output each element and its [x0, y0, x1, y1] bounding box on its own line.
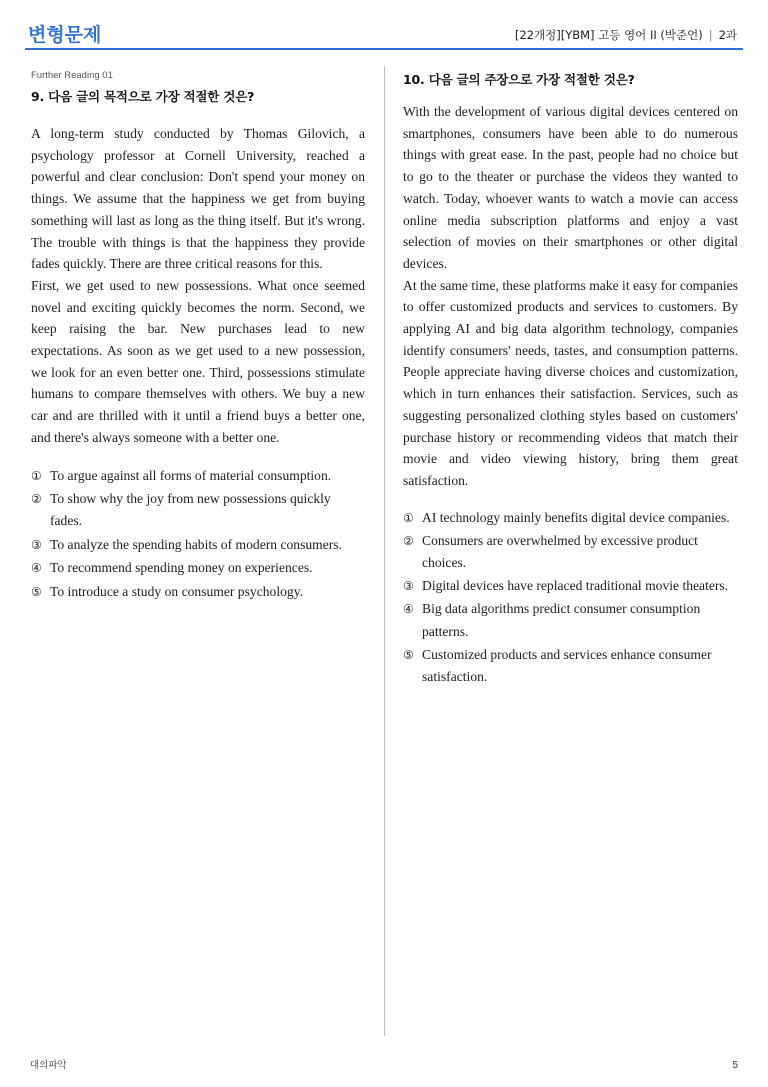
answer-option[interactable] [31, 581, 365, 603]
option-text: Digital devices have replaced traditional movie theaters. [422, 578, 729, 594]
page-header [25, 18, 743, 50]
passage-paragraph: At the same time, these platforms make it easy for companies to offer customized products and services to customers. By applying AI and big data algorithm technology, companies identify consumers' needs, tastes, and consumption patterns. People appreciate having diverse choices and customization, which in turn enhances their satisfaction. Services, such as suggesting personalized clothing styles based on customers' purchase history or recommending videos that match their movie and video viewing history, bring them great satisfaction. [403, 277, 738, 488]
option-number: ④ [403, 602, 414, 617]
left-column [31, 70, 365, 604]
passage-paragraph: First, we get used to new possessions. What once seemed novel and exciting quickly becomes the norm. Second, we keep raising the bar. New purchases lead to new expectations. As soon as we get used to a new possession, we look for an even better one. Third, possessions stimulate humans to compare themselves with others. We buy a new car and are thrilled with it until a friend buys a better one, and there's always someone with a better one. [31, 277, 365, 445]
header-separator: | [708, 28, 713, 42]
option-text: AI technology mainly benefits digital device companies. [422, 509, 730, 525]
option-text: To argue against all forms of material consumption. [50, 467, 332, 483]
course-info [515, 27, 737, 43]
option-number: ⑤ [31, 584, 42, 599]
option-number: ③ [31, 537, 42, 552]
option-number: ② [31, 492, 42, 507]
option-text: Consumers are overwhelmed by excessive product choices. [422, 532, 698, 571]
section-eyebrow: Further Reading 01 [31, 70, 113, 81]
right-column [403, 70, 738, 689]
question-10-title: 10. 다음 글의 주장으로 가장 적절한 것은? [403, 72, 635, 87]
option-text: To show why the joy from new possessions quickly fades. [50, 491, 331, 529]
question-10-options [403, 507, 738, 689]
column-divider [384, 66, 385, 1036]
answer-option[interactable] [31, 557, 365, 579]
option-number: ⑤ [403, 647, 414, 662]
option-number: ① [31, 468, 42, 483]
answer-option[interactable] [403, 575, 738, 598]
question-9-options [31, 465, 365, 603]
option-text: To introduce a study on consumer psychology. [50, 583, 304, 599]
option-text: Customized products and services enhance consumer satisfaction. [422, 646, 712, 685]
option-text: Big data algorithms predict consumer consumption patterns. [422, 601, 701, 639]
lesson-label: 2과 [718, 28, 737, 42]
answer-option[interactable] [403, 644, 738, 689]
answer-option[interactable] [403, 598, 738, 643]
option-text: To recommend spending money on experiences. [50, 560, 313, 576]
answer-option[interactable] [31, 488, 365, 532]
option-number: ② [403, 533, 414, 548]
course-name: [22개정][YBM] 고등 영어 II (박준언) [514, 28, 703, 42]
footer-publisher: 대의파악 [30, 1060, 67, 1071]
passage-paragraph: A long-term study conducted by Thomas Gilovich, a psychology professor at Cornell University, reached a powerful and clear conclusion: Don't spend your money on things. We assume that the happiness we get from buying something will last as long as the thing itself. But it's wrong. The trouble with things is that the happiness they provide fades quickly. There are three critical reasons for this. [31, 126, 365, 272]
question-10-passage [403, 101, 738, 492]
page-number: 5 [732, 1060, 738, 1071]
answer-option[interactable] [31, 534, 365, 556]
option-number: ① [403, 510, 414, 525]
question-9-passage [31, 123, 365, 449]
option-number: ④ [31, 561, 42, 576]
answer-option[interactable] [403, 507, 738, 530]
option-number: ③ [403, 579, 414, 594]
answer-option[interactable] [31, 465, 365, 487]
passage-paragraph: With the development of various digital devices centered on smartphones, consumers have been able to do numerous things with great ease. In the past, people had no choice but to go to the theater or purchase the videos they wanted to watch. Today, whoever wants to watch a movie can access online media subscription platforms and enjoy a vast selection of movies on their smartphones or other digital devices. [403, 104, 738, 271]
question-9-title: 9. 다음 글의 목적으로 가장 적절한 것은? [31, 89, 255, 104]
option-text: To analyze the spending habits of modern consumers. [50, 536, 342, 552]
answer-option[interactable] [403, 530, 738, 575]
brand-title: 변형문제 [28, 24, 102, 46]
